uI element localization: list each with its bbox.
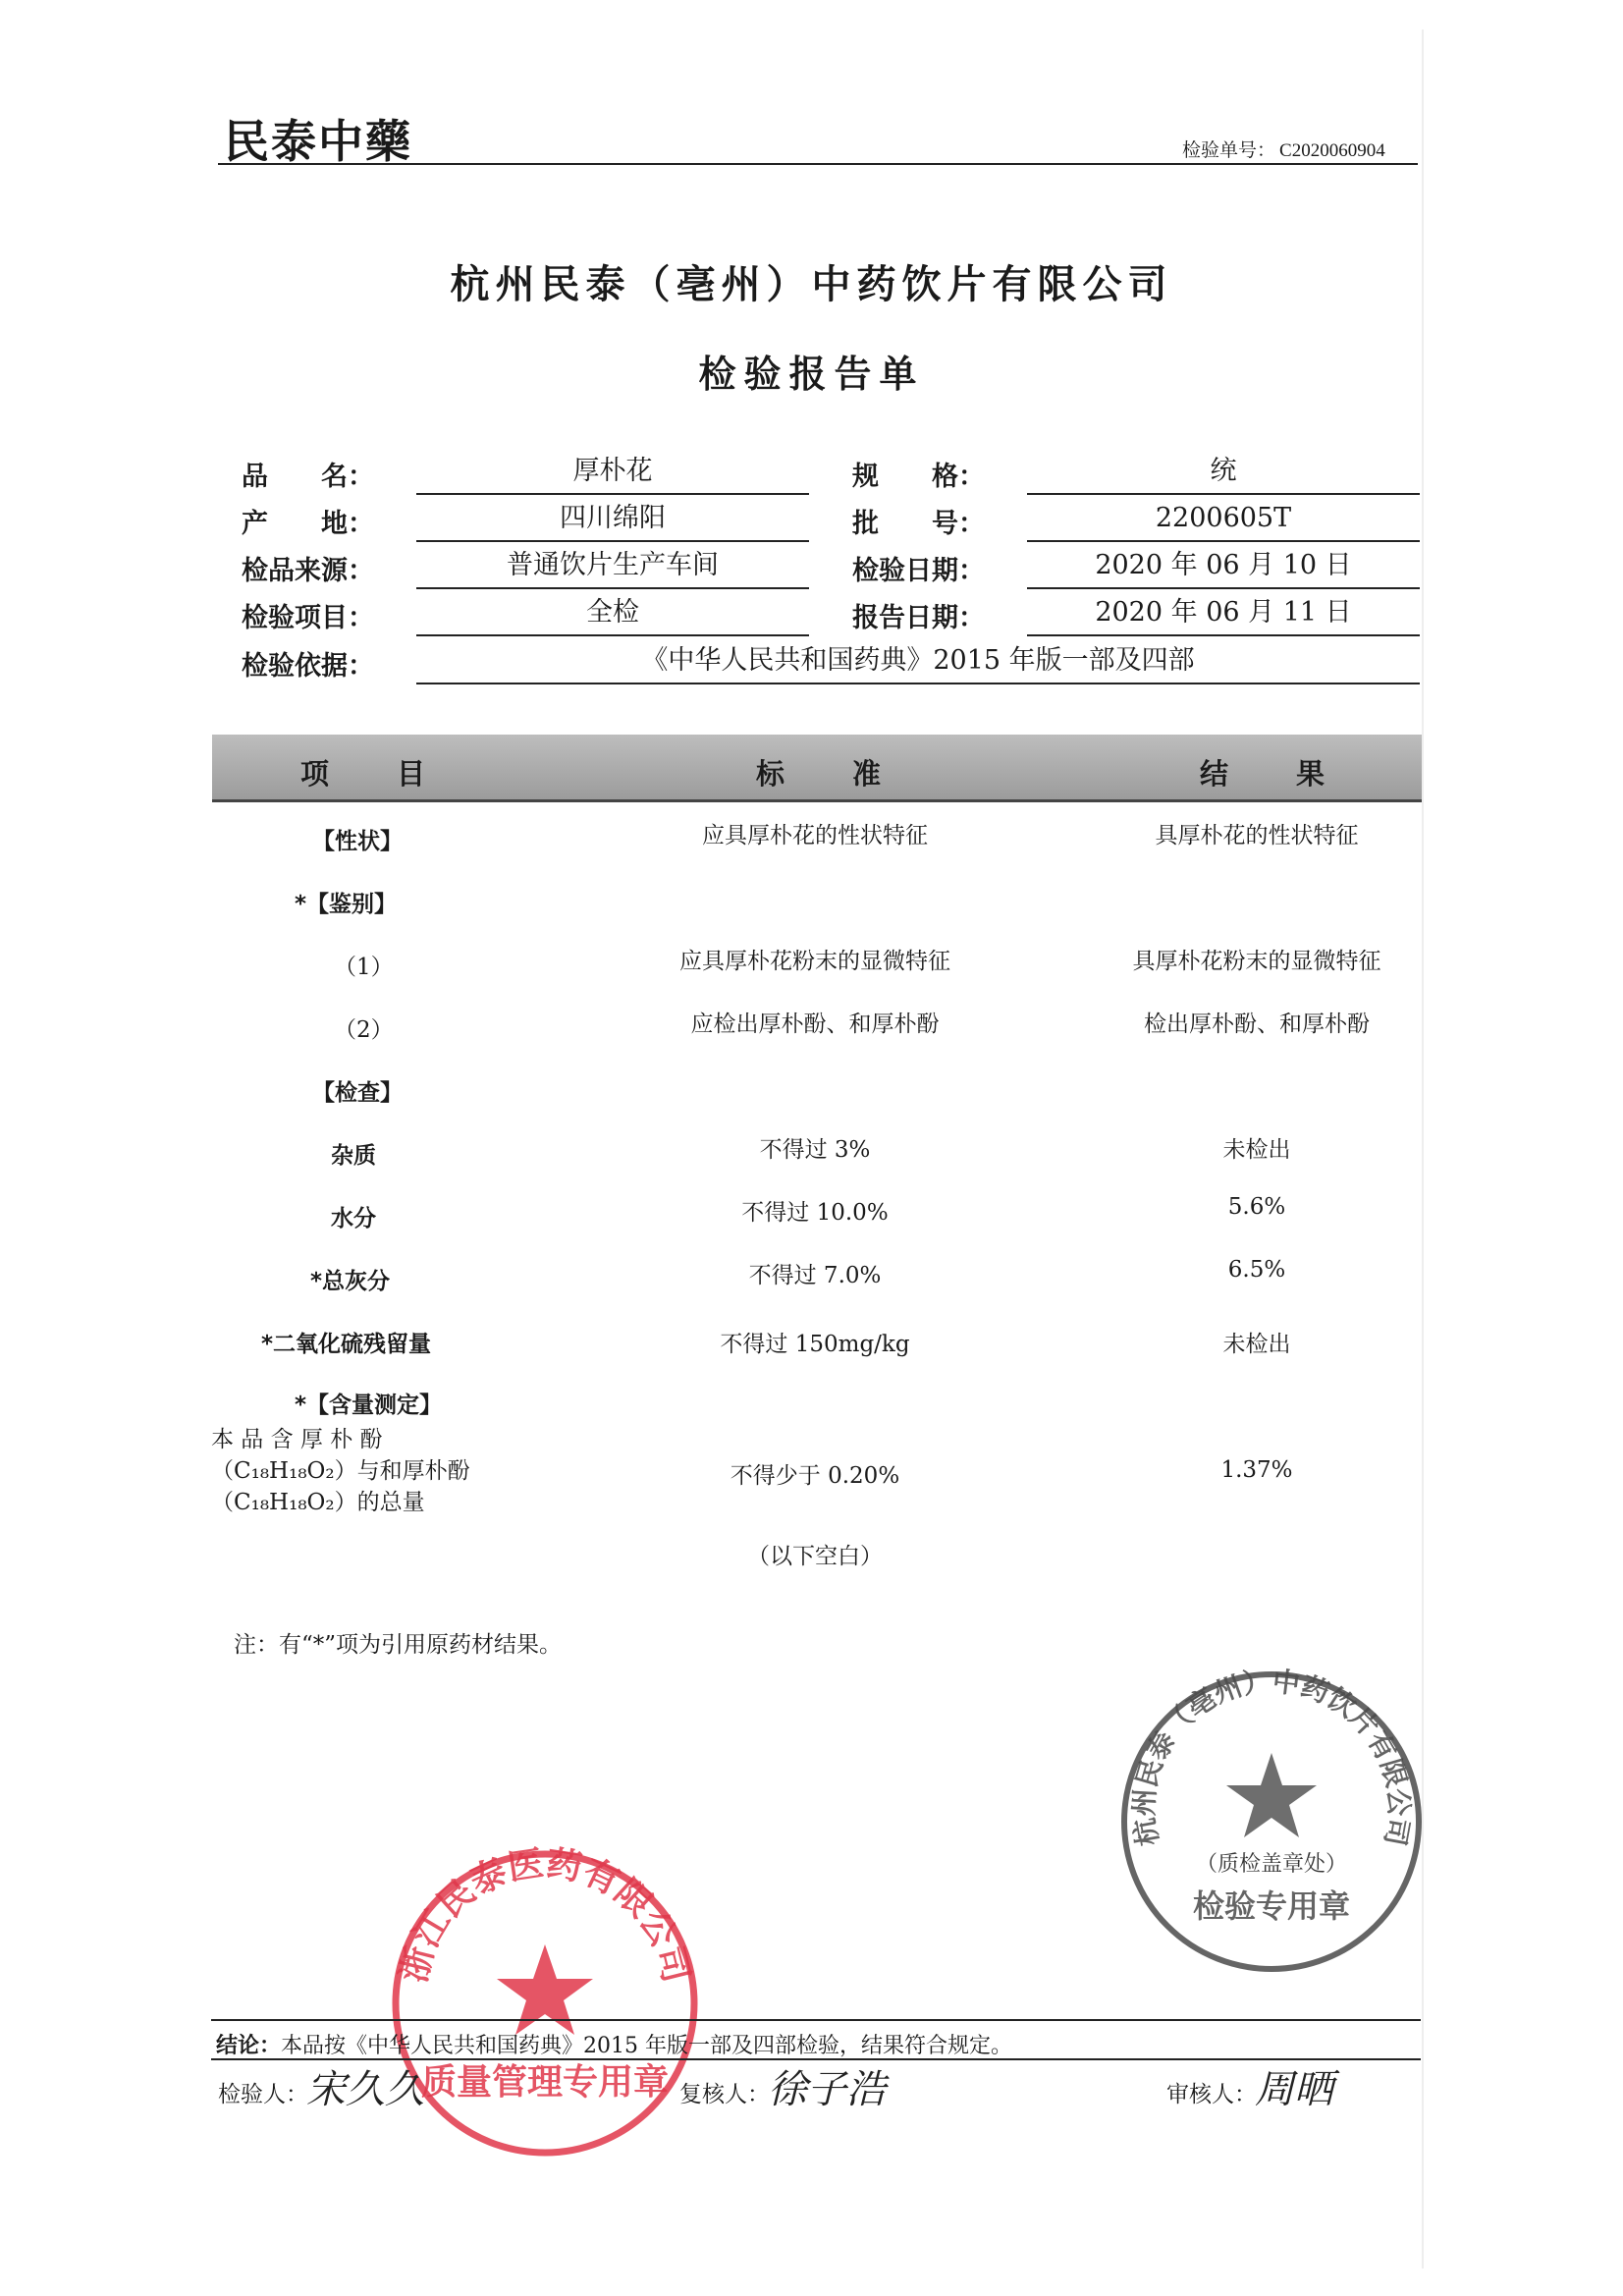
col-header-item: 项 目 xyxy=(300,757,446,791)
qc-stamp-sub: （质检盖章处） xyxy=(1195,1852,1348,1877)
approver-label: 审核人： xyxy=(1166,2082,1257,2107)
origin-label: 产 地： xyxy=(242,509,374,539)
assay-result: 1.37% xyxy=(1220,1457,1293,1483)
reviewer-label: 复核人： xyxy=(679,2082,770,2107)
qc-stamp-bottom: 检验专用章 xyxy=(1192,1887,1351,1925)
quality-stamp-ring-text: 浙江民泰医药有限公司 xyxy=(394,1843,696,1987)
report-date-value: 2020 年 06 月 11 日 xyxy=(1027,591,1420,636)
spec-value: 统 xyxy=(1027,450,1420,495)
batch-value: 2200605T xyxy=(1027,497,1420,542)
inspector-label: 检验人： xyxy=(218,2082,308,2107)
document-title: 检验报告单 xyxy=(698,353,925,396)
star-icon xyxy=(497,1944,593,2035)
assay-line: 本 品 含 厚 朴 酚 xyxy=(211,1427,383,1452)
approver-signature: 周晒 xyxy=(1255,2067,1333,2112)
row-item: *总灰分 xyxy=(310,1269,391,1294)
report-date-label: 报告日期： xyxy=(852,603,985,633)
row-standard: 应具厚朴花的性状特征 xyxy=(702,823,928,848)
row-item: 【检查】 xyxy=(312,1080,403,1106)
report-number-value: C2020060904 xyxy=(1279,140,1385,161)
row-standard: 应检出厚朴酚、和厚朴酚 xyxy=(690,1011,940,1037)
row-result: 具厚朴花的性状特征 xyxy=(1155,823,1359,848)
header-divider xyxy=(218,163,1418,165)
product-name-value: 厚朴花 xyxy=(416,450,809,495)
row-result: 具厚朴花粉末的显微特征 xyxy=(1132,949,1381,974)
col-header-result: 结 果 xyxy=(1200,757,1345,791)
report-number-label: 检验单号： xyxy=(1182,140,1276,161)
row-result: 6.5% xyxy=(1227,1257,1286,1283)
assay-standard: 不得少于 0.20% xyxy=(730,1463,900,1489)
report-number xyxy=(1178,136,1385,162)
inspector-signature: 宋久久 xyxy=(306,2067,424,2112)
row-standard: 不得过 3% xyxy=(759,1137,871,1163)
footnote: 注：有“*”项为引用原药材结果。 xyxy=(234,1632,563,1658)
quality-stamp xyxy=(378,1836,712,2170)
conclusion-text: 本品按《中华人民共和国药典》2015 年版一部及四部检验，结果符合规定。 xyxy=(281,2034,1012,2058)
assay-line: （C₁₈H₁₈O₂）与和厚朴酚 xyxy=(211,1458,470,1484)
row-item: *【含量测定】 xyxy=(295,1393,443,1418)
test-date-label: 检验日期： xyxy=(852,556,985,586)
company-name: 杭州民泰（亳州）中药饮片有限公司 xyxy=(450,262,1173,307)
row-result: 未检出 xyxy=(1222,1137,1291,1163)
product-name-label: 品 名： xyxy=(242,462,374,492)
row-item: 杂质 xyxy=(331,1143,376,1169)
items-value: 全检 xyxy=(416,591,809,636)
origin-value: 四川绵阳 xyxy=(416,497,809,542)
row-standard: 应具厚朴花粉末的显微特征 xyxy=(679,949,950,974)
row-standard: 不得过 150mg/kg xyxy=(720,1332,910,1357)
row-item: （1） xyxy=(334,955,394,980)
conclusion-top-rule xyxy=(211,2019,1421,2021)
row-standard: 不得过 7.0% xyxy=(748,1263,882,1288)
quality-stamp-bottom: 质量管理专用章 xyxy=(420,2062,670,2103)
row-standard: 不得过 10.0% xyxy=(741,1200,889,1226)
basis-value: 《中华人民共和国药典》2015 年版一部及四部 xyxy=(416,639,1420,684)
row-item: 水分 xyxy=(331,1206,376,1231)
conclusion xyxy=(216,2029,1012,2059)
qc-stamp-ring-text: 杭州民泰（亳州）中药饮片有限公司 xyxy=(1127,1665,1416,1849)
company-logo: 民泰中藥 xyxy=(224,115,412,168)
row-result: 未检出 xyxy=(1222,1332,1291,1357)
blank-note: （以下空白） xyxy=(747,1544,883,1569)
basis-label: 检验依据： xyxy=(242,651,374,682)
col-header-standard: 标 准 xyxy=(756,757,901,791)
reviewer-signature: 徐子浩 xyxy=(768,2067,886,2112)
source-label: 检品来源： xyxy=(242,556,374,586)
source-value: 普通饮片生产车间 xyxy=(416,544,809,589)
row-item: 【性状】 xyxy=(312,829,403,854)
row-result: 5.6% xyxy=(1227,1194,1286,1220)
conclusion-label: 结论： xyxy=(216,2034,282,2058)
row-item: *【鉴别】 xyxy=(295,892,398,917)
spec-label: 规 格： xyxy=(852,462,985,492)
row-item: （2） xyxy=(334,1017,394,1043)
row-item: *二氧化硫残留量 xyxy=(261,1332,432,1357)
assay-line: （C₁₈H₁₈O₂）的总量 xyxy=(211,1490,425,1515)
batch-label: 批 号： xyxy=(852,509,985,539)
items-label: 检验项目： xyxy=(242,603,374,633)
star-icon xyxy=(1226,1753,1317,1837)
row-result: 检出厚朴酚、和厚朴酚 xyxy=(1144,1011,1370,1037)
qc-stamp xyxy=(1109,1660,1434,1984)
test-date-value: 2020 年 06 月 10 日 xyxy=(1027,544,1420,589)
assay-description xyxy=(211,1424,486,1518)
